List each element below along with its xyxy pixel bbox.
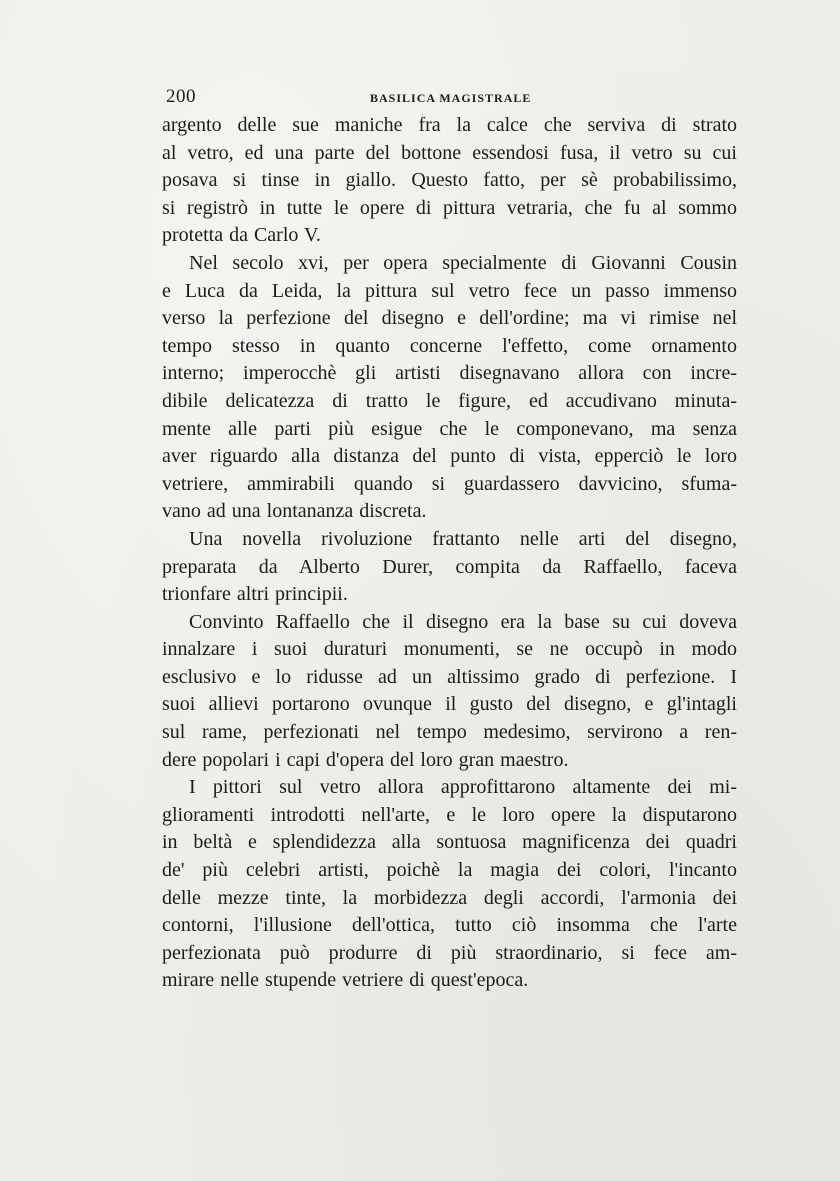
text-line: esclusivo e lo ridusse ad un altissimo grado di perfezione. I — [162, 665, 737, 688]
text-line: Nel secolo xvi, per opera specialmente di Giovanni Cousin — [189, 251, 737, 274]
text-line: glioramenti introdotti nell'arte, e le loro opere la disputarono — [162, 803, 737, 826]
text-line: de' più celebri artisti, poichè la magia dei colori, l'incanto — [162, 859, 737, 882]
text-line: posava si tinse in giallo. Questo fatto, per sè probabilissimo, — [162, 169, 737, 192]
text-line: mirare nelle stupende vetriere di quest'epoca. — [162, 969, 529, 992]
text-line: mente alle parti più esigue che le componevano, ma senza — [162, 417, 737, 440]
text-line: si registrò in tutte le opere di pittura vetraria, che fu al sommo — [162, 196, 737, 219]
text-line: tempo stesso in quanto concerne l'effetto, come ornamento — [162, 334, 737, 357]
text-line: dere popolari i capi d'opera del loro gran maestro. — [162, 748, 569, 771]
text-line: verso la perfezione del disegno e dell'ordine; ma vi rimise nel — [162, 307, 737, 330]
text-line: sul rame, perfezionati nel tempo medesimo, servirono a ren- — [162, 721, 737, 744]
text-line: aver riguardo alla distanza del punto di vista, epperciò le loro — [162, 445, 737, 468]
text-line: al vetro, ed una parte del bottone essendosi fusa, il vetro su cui — [162, 141, 737, 164]
text-line: in beltà e splendidezza alla sontuosa magnificenza dei quadri — [162, 831, 737, 854]
text-line: perfezionata può produrre di più straordinario, si fece am- — [162, 941, 737, 964]
page-header — [162, 86, 737, 110]
text-line: preparata da Alberto Durer, compita da Raffaello, faceva — [162, 555, 737, 578]
text-line: interno; imperocchè gli artisti disegnavano allora con incre- — [162, 362, 737, 385]
text-line: trionfare altri principii. — [162, 583, 348, 606]
text-line: vano ad una lontananza discreta. — [162, 500, 427, 523]
text-line: argento delle sue maniche fra la calce che serviva di strato — [162, 114, 737, 136]
running-title: BASILICA MAGISTRALE — [370, 91, 532, 105]
page-number: 200 — [166, 86, 196, 107]
text-line: contorni, l'illusione dell'ottica, tutto ciò insomma che l'arte — [162, 914, 737, 937]
text-line: protetta da Carlo V. — [162, 224, 321, 247]
text-line: suoi allievi portarono ovunque il gusto del disegno, e gl'intagli — [162, 693, 737, 716]
text-line: vetriere, ammirabili quando si guardassero davvicino, sfuma- — [162, 472, 737, 495]
text-line: dibile delicatezza di tratto le figure, ed accudivano minuta- — [162, 389, 737, 412]
text-line: innalzare i suoi duraturi monumenti, se ne occupò in modo — [162, 638, 737, 661]
text-line: Convinto Raffaello che il disegno era la base su cui doveva — [189, 610, 737, 633]
text-line: e Luca da Leida, la pittura sul vetro fece un passo immenso — [162, 279, 737, 302]
text-line: I pittori sul vetro allora approfittarono altamente dei mi- — [189, 776, 737, 799]
text-line: delle mezze tinte, la morbidezza degli accordi, l'armonia dei — [162, 886, 737, 909]
body-text — [162, 112, 737, 995]
text-line: Una novella rivoluzione frattanto nelle arti del disegno, — [189, 527, 737, 550]
